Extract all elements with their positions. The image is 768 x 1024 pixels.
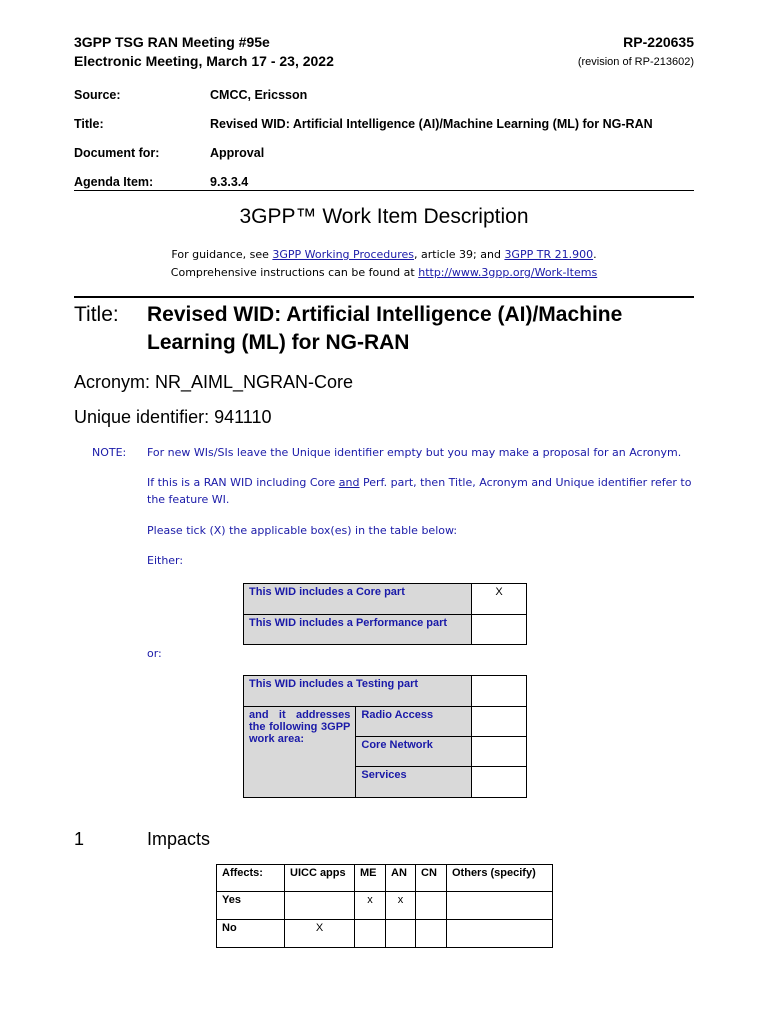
impacts-cell[interactable] [447, 892, 553, 920]
title-line-2: Learning (ML) for NG-RAN [147, 331, 410, 354]
note-text: the feature WI. [147, 493, 230, 506]
meeting-location: Electronic Meeting, March 17 - 23, 2022 [74, 53, 334, 69]
impacts-cell[interactable]: X [285, 920, 355, 948]
guidance-text: For guidance, see [171, 248, 273, 261]
note-either: Either: [147, 554, 184, 567]
core-part-cell: This WID includes a Core part [244, 584, 472, 615]
meta-value-source: CMCC, Ericsson [210, 88, 308, 102]
table-row [217, 892, 553, 920]
testing-area-table [243, 675, 527, 798]
impacts-header-an: AN [386, 865, 416, 892]
impacts-row-label-no: No [217, 920, 285, 948]
title-label: Title: [74, 303, 119, 326]
performance-part-checkbox[interactable] [472, 615, 527, 645]
meta-value-agenda: 9.3.3.4 [210, 175, 249, 189]
impacts-cell[interactable] [386, 920, 416, 948]
table-row [217, 920, 553, 948]
impacts-cell[interactable] [285, 892, 355, 920]
note-text-3: Please tick (X) the applicable box(es) in the table below: [147, 524, 458, 537]
guidance-line-1 [0, 248, 768, 261]
doc-heading: 3GPP™ Work Item Description [239, 205, 529, 228]
area-radio-access: Radio Access [356, 707, 471, 737]
meta-label-title: Title: [74, 117, 104, 131]
core-perf-table [243, 583, 527, 645]
impacts-table [216, 864, 553, 948]
meta-value-document-for: Approval [210, 146, 265, 160]
note-text-1: For new WIs/SIs leave the Unique identifier empty but you may make a proposal for an Acronym. [147, 446, 682, 459]
impacts-cell[interactable] [416, 920, 447, 948]
testing-part-cell: This WID includes a Testing part [244, 676, 472, 707]
section-heading-impacts: Impacts [147, 829, 211, 849]
note-text-2 [147, 474, 702, 508]
impacts-row-label-yes: Yes [217, 892, 285, 920]
impacts-cell[interactable] [355, 920, 386, 948]
services-checkbox[interactable] [471, 767, 526, 798]
impacts-header-cn: CN [416, 865, 447, 892]
meta-label-source: Source: [74, 88, 121, 102]
meta-label-document-for: Document for: [74, 146, 160, 160]
work-items-link[interactable]: http://www.3gpp.org/Work-Items [418, 266, 598, 279]
unique-identifier: Unique identifier: 941110 [74, 407, 272, 427]
testing-part-checkbox[interactable] [471, 676, 526, 707]
tr-21900-link[interactable]: 3GPP TR 21.900 [504, 248, 594, 261]
note-text: If this is a RAN WID including Core [147, 476, 339, 489]
note-text: Perf. part, then Title, Acronym and Unique identifier refer to [359, 476, 692, 489]
revision-note: (revision of RP-213602) [577, 56, 694, 68]
radio-access-checkbox[interactable] [471, 707, 526, 737]
impacts-header-uicc: UICC apps [285, 865, 355, 892]
impacts-header-affects: Affects: [217, 865, 285, 892]
impacts-cell[interactable] [447, 920, 553, 948]
meta-value-title: Revised WID: Artificial Intelligence (AI)/Machine Learning (ML) for NG-RAN [210, 117, 653, 131]
work-area-cell: and it addresses the following 3GPP work area: [244, 707, 356, 798]
working-procedures-link[interactable]: 3GPP Working Procedures [272, 248, 415, 261]
section-number: 1 [74, 829, 85, 849]
guidance-line-2 [0, 266, 768, 279]
impacts-header-me: ME [355, 865, 386, 892]
impacts-cell[interactable]: x [355, 892, 386, 920]
core-network-checkbox[interactable] [471, 737, 526, 767]
acronym: Acronym: NR_AIML_NGRAN-Core [74, 372, 354, 392]
core-part-checkbox[interactable]: X [472, 584, 527, 615]
performance-part-cell: This WID includes a Performance part [244, 615, 472, 645]
title-line-1: Revised WID: Artificial Intelligence (AI)/Machine [147, 303, 623, 326]
guidance-text: . [593, 248, 597, 261]
impacts-cell[interactable]: x [386, 892, 416, 920]
header-divider [74, 190, 694, 191]
guidance-text: Comprehensive instructions can be found at [170, 266, 419, 279]
guidance-text: , article 39; and [414, 248, 505, 261]
document-number: RP-220635 [623, 34, 694, 50]
meta-label-agenda: Agenda Item: [74, 175, 154, 189]
area-core-network: Core Network [356, 737, 471, 767]
note-label: NOTE: [92, 446, 127, 459]
note-and-emphasis: and [338, 476, 360, 489]
section-divider [74, 296, 694, 298]
impacts-cell[interactable] [416, 892, 447, 920]
impacts-header-others: Others (specify) [447, 865, 553, 892]
meeting-name: 3GPP TSG RAN Meeting #95e [74, 34, 270, 50]
note-or: or: [147, 647, 162, 660]
area-services: Services [356, 767, 471, 798]
